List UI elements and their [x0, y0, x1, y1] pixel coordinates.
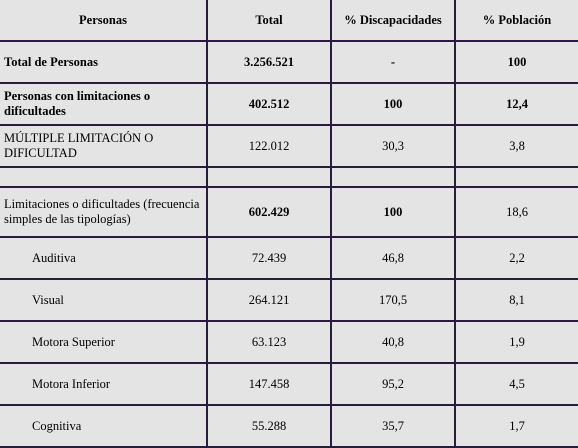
- header-personas: Personas: [0, 0, 208, 42]
- row-label: Cognitiva: [0, 406, 208, 448]
- table-row: [0, 280, 578, 322]
- table-row: [0, 84, 578, 126]
- table-row: [0, 364, 578, 406]
- row-discap: 100: [332, 84, 456, 126]
- row-poblacion: [456, 168, 578, 188]
- row-total: 264.121: [208, 280, 332, 322]
- row-label: Motora Superior: [0, 322, 208, 364]
- header-discapacidades: % Discapacidades: [332, 0, 456, 42]
- row-label: Limitaciones o dificultades (frecuencia simples de las tipologías): [0, 188, 208, 238]
- row-label: Personas con limitaciones o dificultades: [0, 84, 208, 126]
- header-total: Total: [208, 0, 332, 42]
- row-poblacion: 1,9: [456, 322, 578, 364]
- row-poblacion: 3,8: [456, 126, 578, 168]
- empty-row: [0, 168, 578, 188]
- row-total: 147.458: [208, 364, 332, 406]
- row-discap: 30,3: [332, 126, 456, 168]
- row-label: Motora Inferior: [0, 364, 208, 406]
- row-label: MÚLTIPLE LIMITACIÓN O DIFICULTAD: [0, 126, 208, 168]
- row-total: 72.439: [208, 238, 332, 280]
- row-poblacion: 18,6: [456, 188, 578, 238]
- row-discap: 46,8: [332, 238, 456, 280]
- row-total: 402.512: [208, 84, 332, 126]
- row-poblacion: 1,7: [456, 406, 578, 448]
- table-row: [0, 238, 578, 280]
- header-poblacion: % Población: [456, 0, 578, 42]
- row-discap: [332, 168, 456, 188]
- row-label: [0, 168, 208, 188]
- header-row: [0, 0, 578, 42]
- row-poblacion: 8,1: [456, 280, 578, 322]
- row-total: 3.256.521: [208, 42, 332, 84]
- row-total: 122.012: [208, 126, 332, 168]
- table-row: [0, 406, 578, 448]
- table-row: [0, 322, 578, 364]
- row-discap: -: [332, 42, 456, 84]
- row-discap: 170,5: [332, 280, 456, 322]
- table-row: [0, 188, 578, 238]
- row-label: Total de Personas: [0, 42, 208, 84]
- row-poblacion: 100: [456, 42, 578, 84]
- row-label: Auditiva: [0, 238, 208, 280]
- row-total: 63.123: [208, 322, 332, 364]
- row-discap: 40,8: [332, 322, 456, 364]
- row-total: 55.288: [208, 406, 332, 448]
- row-poblacion: 12,4: [456, 84, 578, 126]
- table-row: [0, 42, 578, 84]
- table-row: [0, 126, 578, 168]
- row-poblacion: 4,5: [456, 364, 578, 406]
- row-label: Visual: [0, 280, 208, 322]
- row-discap: 35,7: [332, 406, 456, 448]
- row-discap: 100: [332, 188, 456, 238]
- row-poblacion: 2,2: [456, 238, 578, 280]
- row-discap: 95,2: [332, 364, 456, 406]
- row-total: [208, 168, 332, 188]
- row-total: 602.429: [208, 188, 332, 238]
